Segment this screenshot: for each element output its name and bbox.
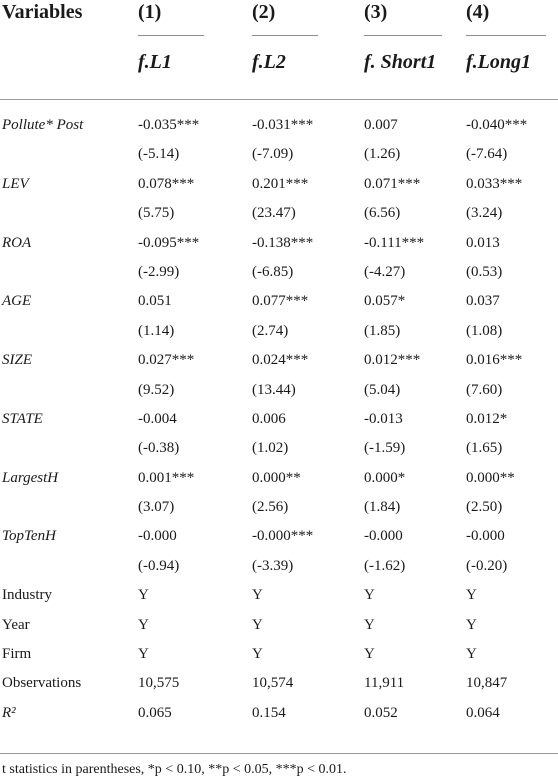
- table-cell: Y: [138, 646, 149, 663]
- table-cell: (2.74): [252, 322, 289, 339]
- table-row: [0, 434, 558, 463]
- row-label: ROA: [2, 234, 32, 251]
- table-cell: Y: [364, 646, 375, 663]
- table-row: [0, 376, 558, 405]
- row-label: TopTenH: [2, 528, 56, 545]
- column-rule-4: [466, 35, 546, 36]
- table-cell: 0.052: [364, 704, 398, 721]
- column-number-4: (4): [466, 1, 490, 23]
- row-label: Observations: [2, 675, 82, 692]
- table-body: [0, 111, 558, 728]
- table-cell: (2.50): [466, 499, 503, 516]
- table-cell: 0.024***: [252, 352, 309, 369]
- table-cell: 0.078***: [138, 175, 195, 192]
- table-cell: (-7.64): [466, 146, 508, 163]
- table-row: [0, 640, 558, 669]
- table-row: [0, 611, 558, 640]
- table-cell: Y: [138, 587, 149, 604]
- table-row: [0, 581, 558, 610]
- table-cell: Y: [252, 616, 263, 633]
- table-cell: 0.071***: [364, 175, 421, 192]
- table-cell: 0.000*: [364, 469, 406, 486]
- table-cell: (2.56): [252, 499, 289, 516]
- table-cell: 10,575: [138, 675, 180, 692]
- table-cell: (-1.59): [364, 440, 406, 457]
- column-rule-2: [252, 35, 318, 36]
- table-cell: (5.75): [138, 205, 175, 222]
- column-number-2: (2): [252, 1, 276, 23]
- table-cell: -0.000: [466, 528, 505, 545]
- table-row: [0, 199, 558, 228]
- column-number-3: (3): [364, 1, 388, 23]
- table-cell: 0.016***: [466, 352, 523, 369]
- table-cell: 0.027***: [138, 352, 195, 369]
- table-cell: Y: [466, 587, 477, 604]
- table-cell: 0.013: [466, 234, 500, 251]
- table-row: [0, 346, 558, 375]
- table-row: [0, 699, 558, 728]
- table-cell: 0.012***: [364, 352, 421, 369]
- row-label: LEV: [2, 175, 29, 192]
- row-label: Year: [2, 616, 30, 633]
- table-cell: 0.037: [466, 293, 500, 310]
- table-cell: Y: [252, 646, 263, 663]
- table-cell: 10,574: [252, 675, 294, 692]
- column-rule-3: [364, 35, 442, 36]
- table-cell: (-0.94): [138, 557, 180, 574]
- table-row: [0, 229, 558, 258]
- table-cell: (3.24): [466, 205, 503, 222]
- table-cell: Y: [138, 616, 149, 633]
- table-cell: (-0.38): [138, 440, 180, 457]
- table-cell: 0.057*: [364, 293, 406, 310]
- row-label: Firm: [2, 646, 32, 663]
- table-cell: (13.44): [252, 381, 296, 398]
- table-cell: (1.85): [364, 322, 401, 339]
- table-bottom-rule: [0, 753, 558, 754]
- table-header: [0, 0, 558, 100]
- table-cell: 0.000**: [252, 469, 301, 486]
- table-cell: Y: [466, 616, 477, 633]
- row-label: SIZE: [2, 352, 32, 369]
- table-cell: Y: [364, 616, 375, 633]
- table-cell: (23.47): [252, 205, 296, 222]
- table-cell: (-3.39): [252, 557, 294, 574]
- table-row: [0, 317, 558, 346]
- table-cell: 10,847: [466, 675, 508, 692]
- table-footnote: t statistics in parentheses, *p < 0.10, **p < 0.05, ***p < 0.01.: [2, 762, 347, 777]
- table-row: [0, 552, 558, 581]
- row-label: Industry: [2, 587, 52, 604]
- table-cell: -0.031***: [252, 117, 314, 133]
- table-cell: (1.84): [364, 499, 401, 516]
- table-cell: 0.033***: [466, 175, 523, 192]
- table-cell: 0.012*: [466, 410, 508, 427]
- table-cell: (1.26): [364, 146, 401, 163]
- table-cell: (0.53): [466, 263, 503, 280]
- table-cell: (-5.14): [138, 146, 180, 163]
- table-cell: (-0.20): [466, 557, 508, 574]
- table-cell: 0.000**: [466, 469, 515, 486]
- row-label: R²: [2, 704, 16, 721]
- row-label: LargestH: [2, 469, 59, 486]
- table-cell: 0.201***: [252, 175, 309, 192]
- table-cell: -0.000: [138, 528, 177, 545]
- table-row: [0, 258, 558, 287]
- table-cell: 0.006: [252, 410, 286, 427]
- table-row: [0, 111, 558, 140]
- column-name-1: f.L1: [138, 51, 172, 73]
- table-cell: (1.65): [466, 440, 503, 457]
- table-cell: -0.000***: [252, 528, 314, 545]
- table-row: [0, 522, 558, 551]
- table-cell: (9.52): [138, 381, 175, 398]
- table-cell: 11,911: [364, 675, 405, 692]
- table-cell: (-7.09): [252, 146, 294, 163]
- table-cell: (1.14): [138, 322, 175, 339]
- table-cell: (5.04): [364, 381, 401, 398]
- table-cell: Y: [466, 646, 477, 663]
- table-cell: 0.051: [138, 293, 172, 310]
- table-cell: 0.064: [466, 704, 500, 721]
- table-cell: -0.000: [364, 528, 403, 545]
- table-cell: Y: [252, 587, 263, 604]
- column-name-4: f.Long1: [466, 51, 531, 73]
- table-row: [0, 464, 558, 493]
- table-row: [0, 140, 558, 169]
- table-cell: Y: [364, 587, 375, 604]
- table-row: [0, 493, 558, 522]
- table-cell: (1.08): [466, 322, 503, 339]
- table-cell: -0.111***: [364, 234, 425, 251]
- table-cell: 0.007: [364, 117, 398, 133]
- column-name-2: f.L2: [252, 51, 286, 73]
- table-cell: (-4.27): [364, 263, 406, 280]
- table-cell: -0.035***: [138, 117, 200, 133]
- table-cell: -0.004: [138, 410, 177, 427]
- table-cell: 0.001***: [138, 469, 195, 486]
- table-cell: (3.07): [138, 499, 175, 516]
- table-cell: (-1.62): [364, 557, 406, 574]
- row-label: AGE: [2, 293, 32, 310]
- column-number-1: (1): [138, 1, 162, 23]
- row-label: Pollute* Post: [2, 117, 84, 133]
- table-cell: (6.56): [364, 205, 401, 222]
- table-cell: (-6.85): [252, 263, 294, 280]
- table-cell: -0.095***: [138, 234, 200, 251]
- table-cell: (-2.99): [138, 263, 180, 280]
- table-row: [0, 287, 558, 316]
- table-cell: -0.013: [364, 410, 403, 427]
- table-cell: 0.154: [252, 704, 286, 721]
- table-cell: -0.040***: [466, 117, 528, 133]
- table-cell: 0.065: [138, 704, 172, 721]
- column-rule-1: [138, 35, 204, 36]
- table-row: [0, 669, 558, 698]
- table-cell: 0.077***: [252, 293, 309, 310]
- table-cell: (7.60): [466, 381, 503, 398]
- row-label: STATE: [2, 410, 43, 427]
- table-cell: (1.02): [252, 440, 289, 457]
- table-row: [0, 170, 558, 199]
- table-row: [0, 405, 558, 434]
- variables-heading: Variables: [2, 1, 83, 23]
- table-cell: -0.138***: [252, 234, 314, 251]
- column-name-3: f. Short1: [364, 51, 437, 73]
